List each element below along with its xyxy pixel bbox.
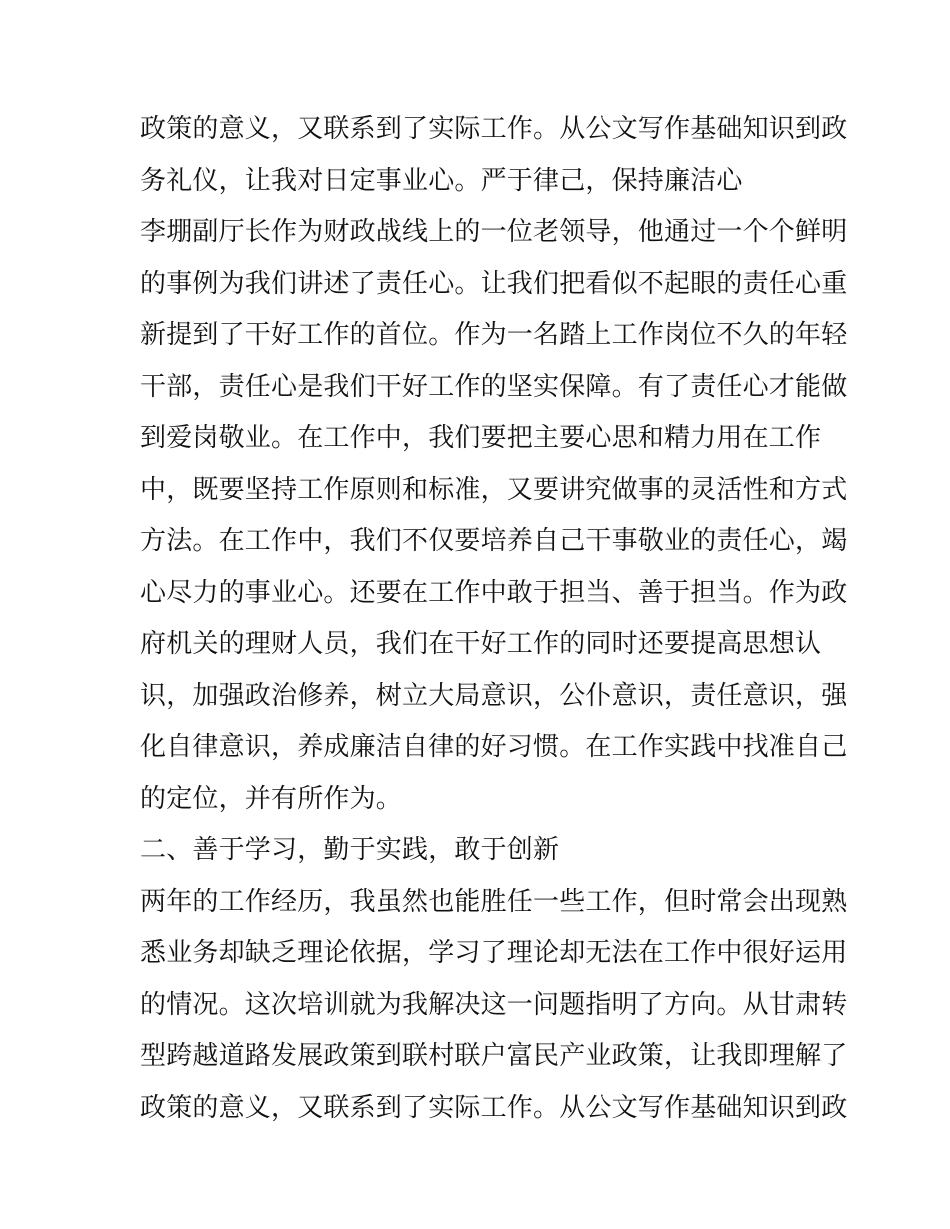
text-line: 悉业务却缺乏理论依据，学习了理论却无法在工作中很好运用	[140, 938, 848, 968]
text-line: 化自律意识，养成廉洁自律的好习惯。在工作实践中找准自己	[140, 732, 848, 762]
text-line: 中，既要坚持工作原则和标准，又要讲究做事的灵活性和方式	[140, 474, 848, 505]
text-line: 的定位，并有所作为。	[140, 783, 403, 814]
text-line: 到爱岗敬业。在工作中，我们要把主要心思和精力用在工作	[140, 423, 822, 453]
text-line: 李堋副厅长作为财政战线上的一位老领导，他通过一个个鲜明	[140, 217, 848, 247]
body-text	[140, 104, 848, 1134]
text-line: 务礼仪，让我对日定事业心。严于律己，保持廉洁心	[140, 165, 743, 196]
text-line: 识，加强政治修养，树立大局意识，公仆意识，责任意识，强	[140, 680, 848, 711]
text-line: 府机关的理财人员，我们在干好工作的同时还要提高思想认	[140, 629, 822, 659]
text-line: 政策的意义，又联系到了实际工作。从公文写作基础知识到政	[140, 114, 848, 144]
text-line: 的情况。这次培训就为我解决这一问题指明了方向。从甘肃转	[140, 989, 848, 1020]
text-line: 干部，责任心是我们干好工作的坚实保障。有了责任心才能做	[140, 371, 848, 402]
text-line: 型跨越道路发展政策到联村联户富民产业政策，让我即理解了	[140, 1041, 848, 1071]
text-line: 心尽力的事业心。还要在工作中敢于担当、善于担当。作为政	[140, 577, 848, 608]
text-line: 方法。在工作中，我们不仅要培养自己干事敬业的责任心，竭	[140, 526, 848, 556]
text-line: 新提到了干好工作的首位。作为一名踏上工作岗位不久的年轻	[140, 320, 848, 350]
text-line: 两年的工作经历，我虽然也能胜任一些工作，但时常会出现熟	[140, 886, 848, 917]
text-line: 的事例为我们讲述了责任心。让我们把看似不起眼的责任心重	[140, 268, 848, 299]
text-line: 政策的意义，又联系到了实际工作。从公文写作基础知识到政	[140, 1092, 848, 1123]
section-heading: 二、善于学习，勤于实践，敢于创新	[140, 835, 560, 865]
